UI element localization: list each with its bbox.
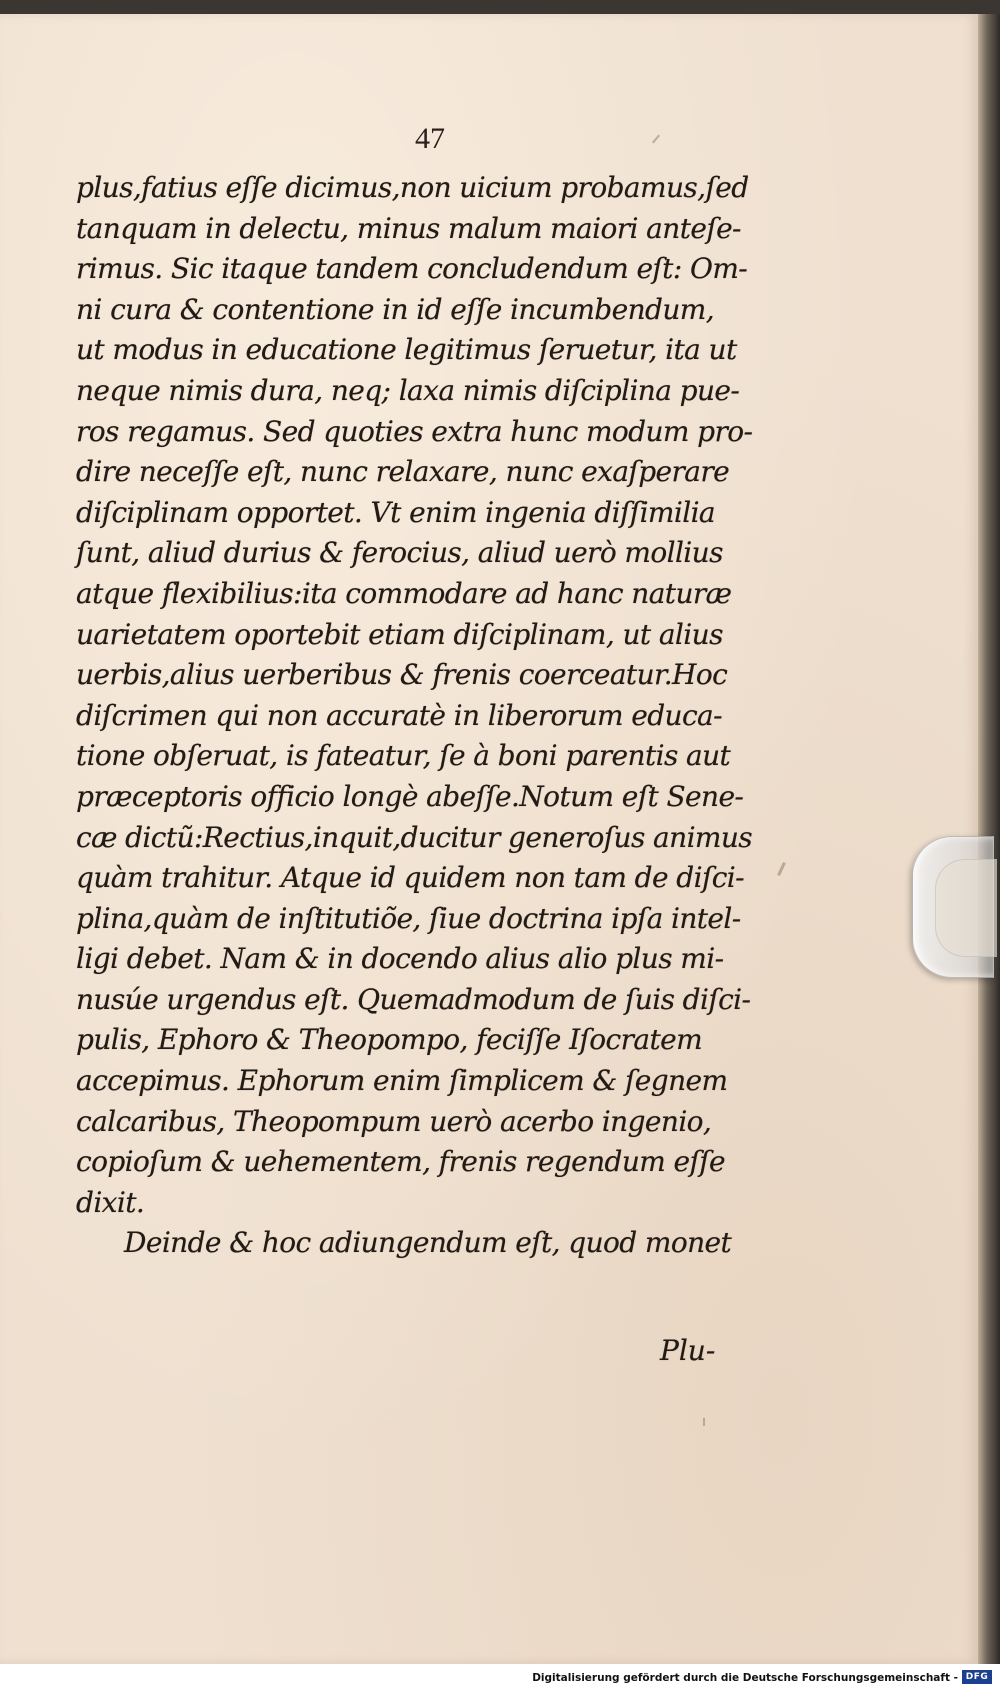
text-line: atque flexibilius:ita commodare ad hanc naturæ [76, 576, 732, 610]
text-line: nusúe urgendus eſt. Quemadmodum de ſuis diſci- [76, 982, 751, 1016]
text-line: tanquam in delectu, minus malum maiori anteſe- [76, 211, 741, 245]
page-number: 47 [415, 122, 445, 155]
text-line: dire neceſſe eſt, nunc relaxare, nunc exaſperare [76, 455, 730, 489]
text-line: quàm trahitur. Atque id quidem non tam de diſci- [76, 861, 745, 895]
text-line: cæ dictũ:Rectius,inquit,ducitur generoſus animus [76, 820, 753, 854]
text-line: ni cura & contentione in id eſſe incumbendum, [76, 292, 715, 326]
text-line: ut modus in educatione legitimus ſeruetur, ita ut [76, 333, 737, 367]
text-line: accepimus. Ephorum enim ſimplicem & ſegnem [76, 1064, 728, 1098]
text-line: tione obſeruat, is fateatur, ſe à boni parentis aut [76, 739, 731, 773]
text-line: ligi debet. Nam & in docendo alius alio plus mi- [76, 942, 724, 976]
footer-credit: Digitalisierung gefördert durch die Deutsche Forschungsgemeinschaft - [532, 1672, 958, 1684]
text-line: pulis, Ephoro & Theopompo, feciſſe Iſocratem [76, 1023, 703, 1057]
text-line-indented: Deinde & hoc adiungendum eſt, quod monet [124, 1226, 732, 1260]
text-line: uerbis,alius uerberibus & frenis coerceatur.Hoc [76, 658, 728, 692]
text-line: uarietatem oportebit etiam diſciplinam, ut alius [76, 617, 723, 651]
text-line: dixit. [76, 1185, 145, 1219]
text-line: copioſum & uehementem, frenis regendum eſſe [76, 1145, 726, 1179]
binding-clip [912, 836, 994, 978]
text-line: ſunt, aliud durius & ferocius, aliud uerò mollius [76, 536, 723, 570]
text-line: præceptoris officio longè abeſſe.Notum eſt Sene- [76, 779, 744, 813]
text-line: plina,quàm de inſtitutiõe, ſiue doctrina ipſa intel- [76, 901, 741, 935]
body-text [76, 168, 756, 1264]
text-line: diſcrimen qui non accuratè in liberorum educa- [76, 698, 723, 732]
text-line: calcaribus, Theopompum uerò acerbo ingenio, [76, 1104, 712, 1138]
paper-speck [703, 1418, 705, 1426]
text-line: plus,fatius eſſe dicimus,non uicium probamus,ſed [76, 171, 749, 204]
binding-clip-inner [935, 859, 997, 957]
dfg-logo: DFG [962, 1670, 992, 1684]
text-line: ros regamus. Sed quoties extra hunc modum pro- [76, 414, 753, 448]
catchword: Plu- [660, 1334, 716, 1367]
text-line: neque nimis dura, neq; laxa nimis diſciplina pue- [76, 373, 740, 407]
text-line: rimus. Sic itaque tandem concludendum eſt: Om- [76, 252, 748, 286]
text-line: diſciplinam opportet. Vt enim ingenia diſſimilia [76, 495, 716, 529]
